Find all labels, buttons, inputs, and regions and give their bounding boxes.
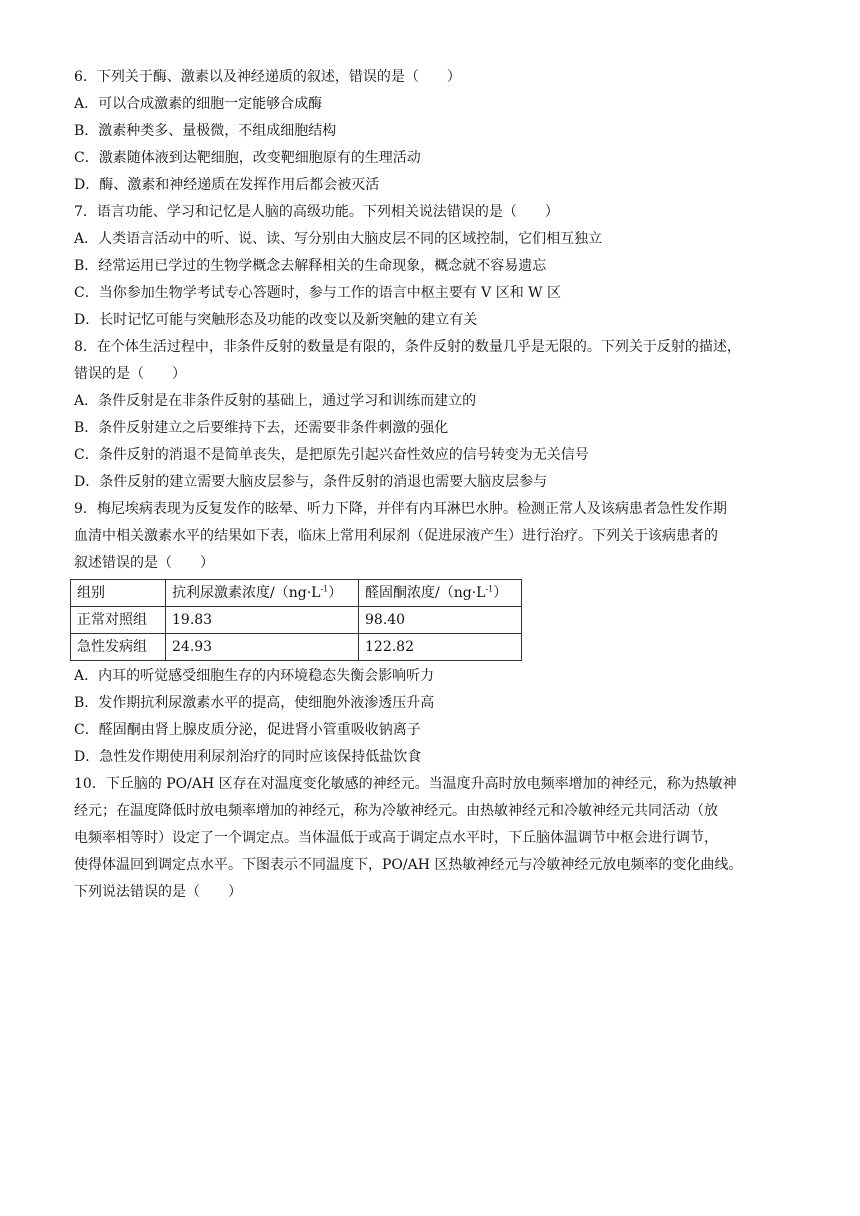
header-text: 抗利尿激素浓度/（ng·L <box>172 585 321 601</box>
question-stem-line: 10．下丘脑的 PO/AH 区存在对温度变化敏感的神经元。当温度升高时放电频率增加的神经元，称为热敏神 <box>74 776 737 792</box>
option-c: C．当你参加生物学考试专心答题时，参与工作的语言中枢主要有 V 区和 W 区 <box>74 285 562 301</box>
question-8 <box>74 334 789 496</box>
option-b: B．条件反射建立之后要维持下去，还需要非条件刺激的强化 <box>74 420 449 436</box>
question-7 <box>74 199 789 334</box>
unit-superscript: -1 <box>485 584 494 594</box>
table-cell: 正常对照组 <box>71 607 166 634</box>
question-stem: 6．下列关于酶、激素以及神经递质的叙述，错误的是（ ） <box>74 69 461 85</box>
table-row <box>71 607 522 634</box>
table-cell: 98.40 <box>359 607 522 634</box>
question-stem-line: 错误的是（ ） <box>74 366 186 382</box>
question-stem-line: 血清中相关激素水平的结果如下表，临床上常用利尿剂（促进尿液产生）进行治疗。下列关于该病患者的 <box>74 528 718 544</box>
table-header-cell: 组别 <box>71 580 166 607</box>
table-cell: 急性发病组 <box>71 634 166 661</box>
option-a: A．可以合成激素的细胞一定能够合成酶 <box>74 96 323 112</box>
option-a: A．内耳的听觉感受细胞生存的内环境稳态失衡会影响听力 <box>74 668 435 684</box>
question-stem-line: 下列说法错误的是（ ） <box>74 884 242 900</box>
header-close: ） <box>493 585 508 601</box>
option-b: B．经常运用已学过的生物学概念去解释相关的生命现象，概念就不容易遗忘 <box>74 258 547 274</box>
question-stem-line: 使得体温回到调定点水平。下图表示不同温度下，PO/AH 区热敏神经元与冷敏神经元放电频率的变化曲线。 <box>74 857 743 873</box>
unit-superscript: -1 <box>320 584 329 594</box>
option-a: A．人类语言活动中的听、说、读、写分别由大脑皮层不同的区域控制，它们相互独立 <box>74 231 603 247</box>
header-close: ） <box>328 585 343 601</box>
question-stem: 7．语言功能、学习和记忆是人脑的高级功能。下列相关说法错误的是（ ） <box>74 204 559 220</box>
table-row <box>71 634 522 661</box>
question-6 <box>74 64 789 199</box>
option-d: D．酶、激素和神经递质在发挥作用后都会被灭活 <box>74 177 380 193</box>
table-cell: 19.83 <box>166 607 359 634</box>
option-c: C．醛固酮由肾上腺皮质分泌，促进肾小管重吸收钠离子 <box>74 722 421 738</box>
question-stem-line: 经元；在温度降低时放电频率增加的神经元，称为冷敏神经元。由热敏神经元和冷敏神经元共同活动（放 <box>74 803 718 819</box>
option-c: C．条件反射的消退不是简单丧失，是把原先引起兴奋性效应的信号转变为无关信号 <box>74 447 589 463</box>
question-stem-line: 电频率相等时）设定了一个调定点。当体温低于或高于调定点水平时，下丘脑体温调节中枢会进行调节， <box>74 830 718 846</box>
question-9 <box>74 496 789 771</box>
table-cell: 24.93 <box>166 634 359 661</box>
option-d: D．长时记忆可能与突触形态及功能的改变以及新突触的建立有关 <box>74 312 478 328</box>
table-cell: 122.82 <box>359 634 522 661</box>
option-d: D．急性发作期使用利尿剂治疗的同时应该保持低盐饮食 <box>74 749 422 765</box>
table-header-cell <box>359 580 522 607</box>
table-header-row <box>71 580 522 607</box>
option-b: B．激素种类多、量极微，不组成细胞结构 <box>74 123 337 139</box>
question-stem-line: 8．在个体生活过程中，非条件反射的数量是有限的，条件反射的数量几乎是无限的。下列关于反射的描述， <box>74 339 741 355</box>
header-text: 醛固酮浓度/（ng·L <box>365 585 486 601</box>
option-a: A．条件反射是在非条件反射的基础上，通过学习和训练而建立的 <box>74 393 477 409</box>
question-stem-line: 叙述错误的是（ ） <box>74 555 214 571</box>
hormone-table <box>70 579 522 661</box>
exam-page <box>74 64 789 906</box>
option-d: D．条件反射的建立需要大脑皮层参与，条件反射的消退也需要大脑皮层参与 <box>74 474 548 490</box>
table-header-cell <box>166 580 359 607</box>
option-c: C．激素随体液到达靶细胞，改变靶细胞原有的生理活动 <box>74 150 421 166</box>
option-b: B．发作期抗利尿激素水平的提高，使细胞外液渗透压升高 <box>74 695 435 711</box>
question-10 <box>74 771 789 906</box>
question-stem-line: 9．梅尼埃病表现为反复发作的眩晕、听力下降，并伴有内耳淋巴水肿。检测正常人及该病患者急性发作期 <box>74 501 727 517</box>
